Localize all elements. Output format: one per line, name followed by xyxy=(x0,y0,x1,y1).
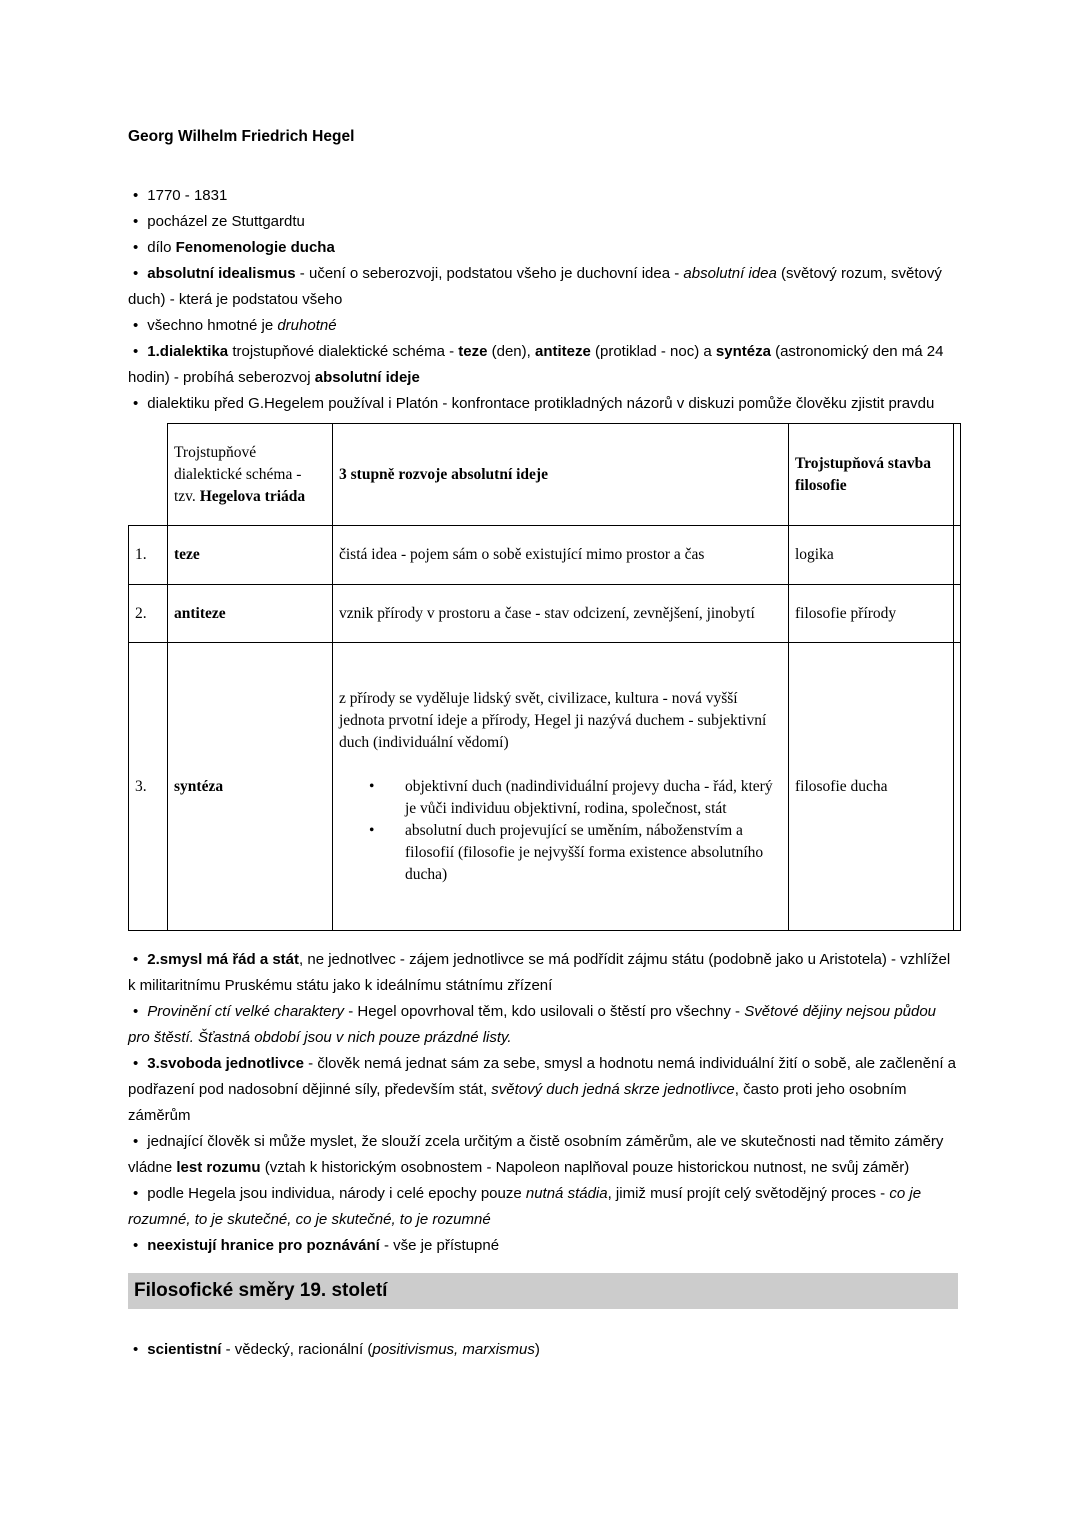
text-segment: trojstupňové dialektické schéma - xyxy=(228,343,459,360)
bullet-marker: • xyxy=(133,239,139,256)
text-segment: positivismus, marxismus xyxy=(372,1341,535,1358)
text-segment: logika xyxy=(795,546,834,563)
section-heading-filosoficke-smery xyxy=(128,1273,958,1309)
text-segment: 2.smysl má řád a stát xyxy=(147,951,300,968)
text-segment: nutná stádia xyxy=(525,1185,608,1202)
bullet-marker: • xyxy=(369,821,375,839)
text-segment: jednající člověk si může myslet, že slouží zcela určitým a čistě osobním záměrům, ale ve skutečnosti nad těmito záměry vládne xyxy=(128,1133,944,1176)
text-segment: syntéza xyxy=(715,343,771,360)
table-row-antiteze xyxy=(129,585,961,643)
table-header-row xyxy=(129,424,961,526)
bullet-text xyxy=(128,1185,921,1228)
table-cell-term-antiteze xyxy=(168,585,333,643)
hegel-triad-table xyxy=(128,423,961,931)
bullet-marker: • xyxy=(133,1237,139,1254)
bullet-marker: • xyxy=(133,1133,139,1150)
bullet-item xyxy=(128,391,958,417)
table-header-schema xyxy=(168,424,333,526)
document-title xyxy=(128,124,958,150)
table-header-structure xyxy=(789,424,954,526)
table-cell-philosophy-priroda xyxy=(789,585,954,643)
hegel-state-list xyxy=(128,947,958,1259)
text-segment: antiteze xyxy=(534,343,591,360)
text-segment: dílo xyxy=(147,239,176,256)
bullet-text xyxy=(147,239,335,256)
table-cell-num-1: 1. xyxy=(129,526,168,585)
text-segment: - člověk nemá jednat sám za sebe, smysl a hodnotu nemá individuální žití o sobě, ale začlenění a podřazení pod nadosobní dějinné síly, především stát, xyxy=(128,1055,957,1098)
bullet-text xyxy=(147,187,227,204)
bullet-item xyxy=(128,313,958,339)
text-segment: ) xyxy=(534,1341,540,1358)
text-segment: Fenomenologie ducha xyxy=(175,239,335,256)
text-segment: Filosofické směry 19. století xyxy=(134,1280,388,1301)
table-cell-desc-synteza xyxy=(333,643,789,931)
text-segment: vznik přírody v prostoru a čase - stav odcizení, zevnějšení, jinobytí xyxy=(339,604,755,622)
bullet-marker: • xyxy=(369,777,375,795)
bullet-marker: • xyxy=(133,1341,139,1358)
text-segment: absolutní idea xyxy=(683,265,777,282)
bullet-text xyxy=(128,1055,956,1124)
text-segment: Georg Wilhelm Friedrich Hegel xyxy=(128,128,355,145)
bullet-item xyxy=(128,1233,958,1259)
text-segment: světový duch jedná skrze jednotlivce xyxy=(491,1081,735,1098)
bullet-marker: • xyxy=(133,343,139,360)
bullet-item xyxy=(128,1051,958,1129)
text-segment: syntéza xyxy=(174,777,224,795)
bullet-marker: • xyxy=(133,187,139,204)
table-corner-cell xyxy=(129,424,168,526)
text-segment: podle Hegela jsou individua, národy i celé epochy pouze xyxy=(147,1185,526,1202)
bullet-text xyxy=(128,1133,943,1176)
table-row-synteza xyxy=(129,643,961,931)
text-segment: druhotné xyxy=(277,317,337,334)
text-segment: lest rozumu xyxy=(176,1159,261,1176)
text-segment: (den), xyxy=(487,343,535,360)
bullet-item xyxy=(128,1129,958,1181)
text-segment: , často proti jeho osobním záměrům xyxy=(128,1081,907,1124)
table-sliver-cell xyxy=(954,585,961,643)
text-segment: filosofie ducha xyxy=(795,777,888,795)
bullet-marker: • xyxy=(133,317,139,334)
bullet-item xyxy=(128,1181,958,1233)
text-segment: 1770 - 1831 xyxy=(147,187,228,204)
bullet-item xyxy=(128,261,958,313)
text-segment: Světové dějiny nejsou půdou pro štěstí. Šťastná období jsou v nich pouze prázdné listy. xyxy=(128,1003,937,1046)
bullet-marker: • xyxy=(133,1003,139,1020)
text-segment: Provinění ctí velké charaktery xyxy=(147,1003,345,1020)
table-cell-term-teze xyxy=(168,526,333,585)
bullet-text xyxy=(147,395,934,412)
text-segment: absolutní idealismus xyxy=(147,265,296,282)
bullet-text xyxy=(147,1341,540,1358)
bullet-item xyxy=(128,339,958,391)
text-segment: absolutní duch projevující se uměním, náboženstvím a filosofií (filosofie je nejvyšší forma existence absolutního ducha) xyxy=(405,821,764,883)
bullet-item xyxy=(128,209,958,235)
synteza-sub-bullet-list xyxy=(339,776,782,886)
bullet-text xyxy=(128,343,944,386)
table-sliver-cell xyxy=(954,526,961,585)
hegel-notes-list xyxy=(128,183,958,417)
text-segment: (protiklad - noc) a xyxy=(590,343,716,360)
bullet-text xyxy=(147,213,305,230)
text-segment: teze xyxy=(458,343,488,360)
synteza-description xyxy=(339,688,782,754)
text-segment: , ne jednotlvec - zájem jednotlivce se má podřídit zájmu státu (podobně jako u Aristotela) - vzhlížel k militaritnímu Pruskému státu jako k ideálnímu státnímu zřízení xyxy=(128,951,951,994)
table-cell-num-3: 3. xyxy=(129,643,168,931)
text-segment: antiteze xyxy=(174,604,226,622)
bullet-marker: • xyxy=(133,1185,139,1202)
sub-bullet-item xyxy=(339,776,782,820)
text-segment: absolutní ideje xyxy=(314,369,420,386)
bullet-text xyxy=(128,1003,936,1046)
text-segment: - vědecký, racionální ( xyxy=(221,1341,373,1358)
text-segment: dialektiku před G.Hegelem používal i Platón - konfrontace protikladných názorů v diskuzi pomůže člověku zjistit pravdu xyxy=(147,395,935,412)
text-segment: co je rozumné, to je skutečné, co je skutečné, to je rozumné xyxy=(128,1185,922,1228)
text-segment: Trojstupňová stavba filosofie xyxy=(795,454,931,494)
text-segment: 3 stupně rozvoje absolutní ideje xyxy=(339,465,548,483)
text-segment: z přírody se vyděluje lidský svět, civilizace, kultura - nová vyšší jednota prvotní ideje a přírody, Hegel ji nazývá duchem - subjektivní duch (individuální vědomí) xyxy=(339,689,767,751)
text-segment: čistá idea - pojem sám o sobě existující mimo prostor a čas xyxy=(339,546,705,563)
bullet-text xyxy=(147,317,336,334)
bullet-text xyxy=(405,778,773,817)
bullet-item xyxy=(128,183,958,209)
sub-bullet-item xyxy=(339,820,782,886)
bullet-item xyxy=(128,1337,958,1363)
bullet-text xyxy=(128,265,942,308)
table-cell-desc-teze xyxy=(333,526,789,585)
text-segment: Hegelova triáda xyxy=(199,487,306,505)
bullet-item xyxy=(128,999,958,1051)
text-segment: (astronomický den má 24 hodin) - probíhá seberozvoj xyxy=(128,343,944,386)
bullet-marker: • xyxy=(133,395,139,412)
text-segment: - učení o seberozvoji, podstatou všeho je duchovní idea - xyxy=(295,265,684,282)
table-sliver-cell xyxy=(954,643,961,931)
table-cell-num-2: 2. xyxy=(129,585,168,643)
bullet-marker: • xyxy=(133,213,139,230)
table-cell-philosophy-duch xyxy=(789,643,954,931)
text-segment: teze xyxy=(174,546,200,563)
text-segment: 1.dialektika xyxy=(147,343,229,360)
movements-list xyxy=(128,1337,958,1363)
text-segment: - Hegel opovrhoval těm, kdo usilovali o štěstí pro všechny - xyxy=(344,1003,745,1020)
bullet-item xyxy=(128,947,958,999)
text-segment: pocházel ze Stuttgardtu xyxy=(147,213,305,230)
text-segment: (vztah k historickým osobnostem - Napoleon naplňoval pouze historickou nutnost, ne svůj záměr) xyxy=(260,1159,910,1176)
text-segment: , jimiž musí projít celý světodějný proces - xyxy=(607,1185,890,1202)
bullet-text xyxy=(147,1237,499,1254)
text-segment: neexistují hranice pro poznávání xyxy=(147,1237,380,1254)
text-segment: všechno hmotné je xyxy=(147,317,278,334)
bullet-marker: • xyxy=(133,265,139,282)
text-segment: 3.svoboda jednotlivce xyxy=(147,1055,304,1072)
table-row-teze xyxy=(129,526,961,585)
text-segment: Trojstupňové dialektické schéma - tzv. xyxy=(174,443,302,505)
table-cell-philosophy-logika xyxy=(789,526,954,585)
text-segment: filosofie přírody xyxy=(795,604,897,622)
bullet-marker: • xyxy=(133,1055,139,1072)
bullet-marker: • xyxy=(133,951,139,968)
text-segment: - vše je přístupné xyxy=(379,1237,500,1254)
table-cell-desc-antiteze xyxy=(333,585,789,643)
table-cell-term-synteza xyxy=(168,643,333,931)
table-sliver-cell xyxy=(954,424,961,526)
text-segment: objektivní duch (nadindividuální projevy ducha - řád, který je vůči individuu objektivní, rodina, společnost, stát xyxy=(405,777,773,817)
bullet-text xyxy=(405,822,763,883)
bullet-text xyxy=(128,951,950,994)
text-segment: scientistní xyxy=(147,1341,222,1358)
table-header-stages xyxy=(333,424,789,526)
bullet-item xyxy=(128,235,958,261)
text-segment: (světový rozum, světový duch) - která je podstatou všeho xyxy=(128,265,942,308)
